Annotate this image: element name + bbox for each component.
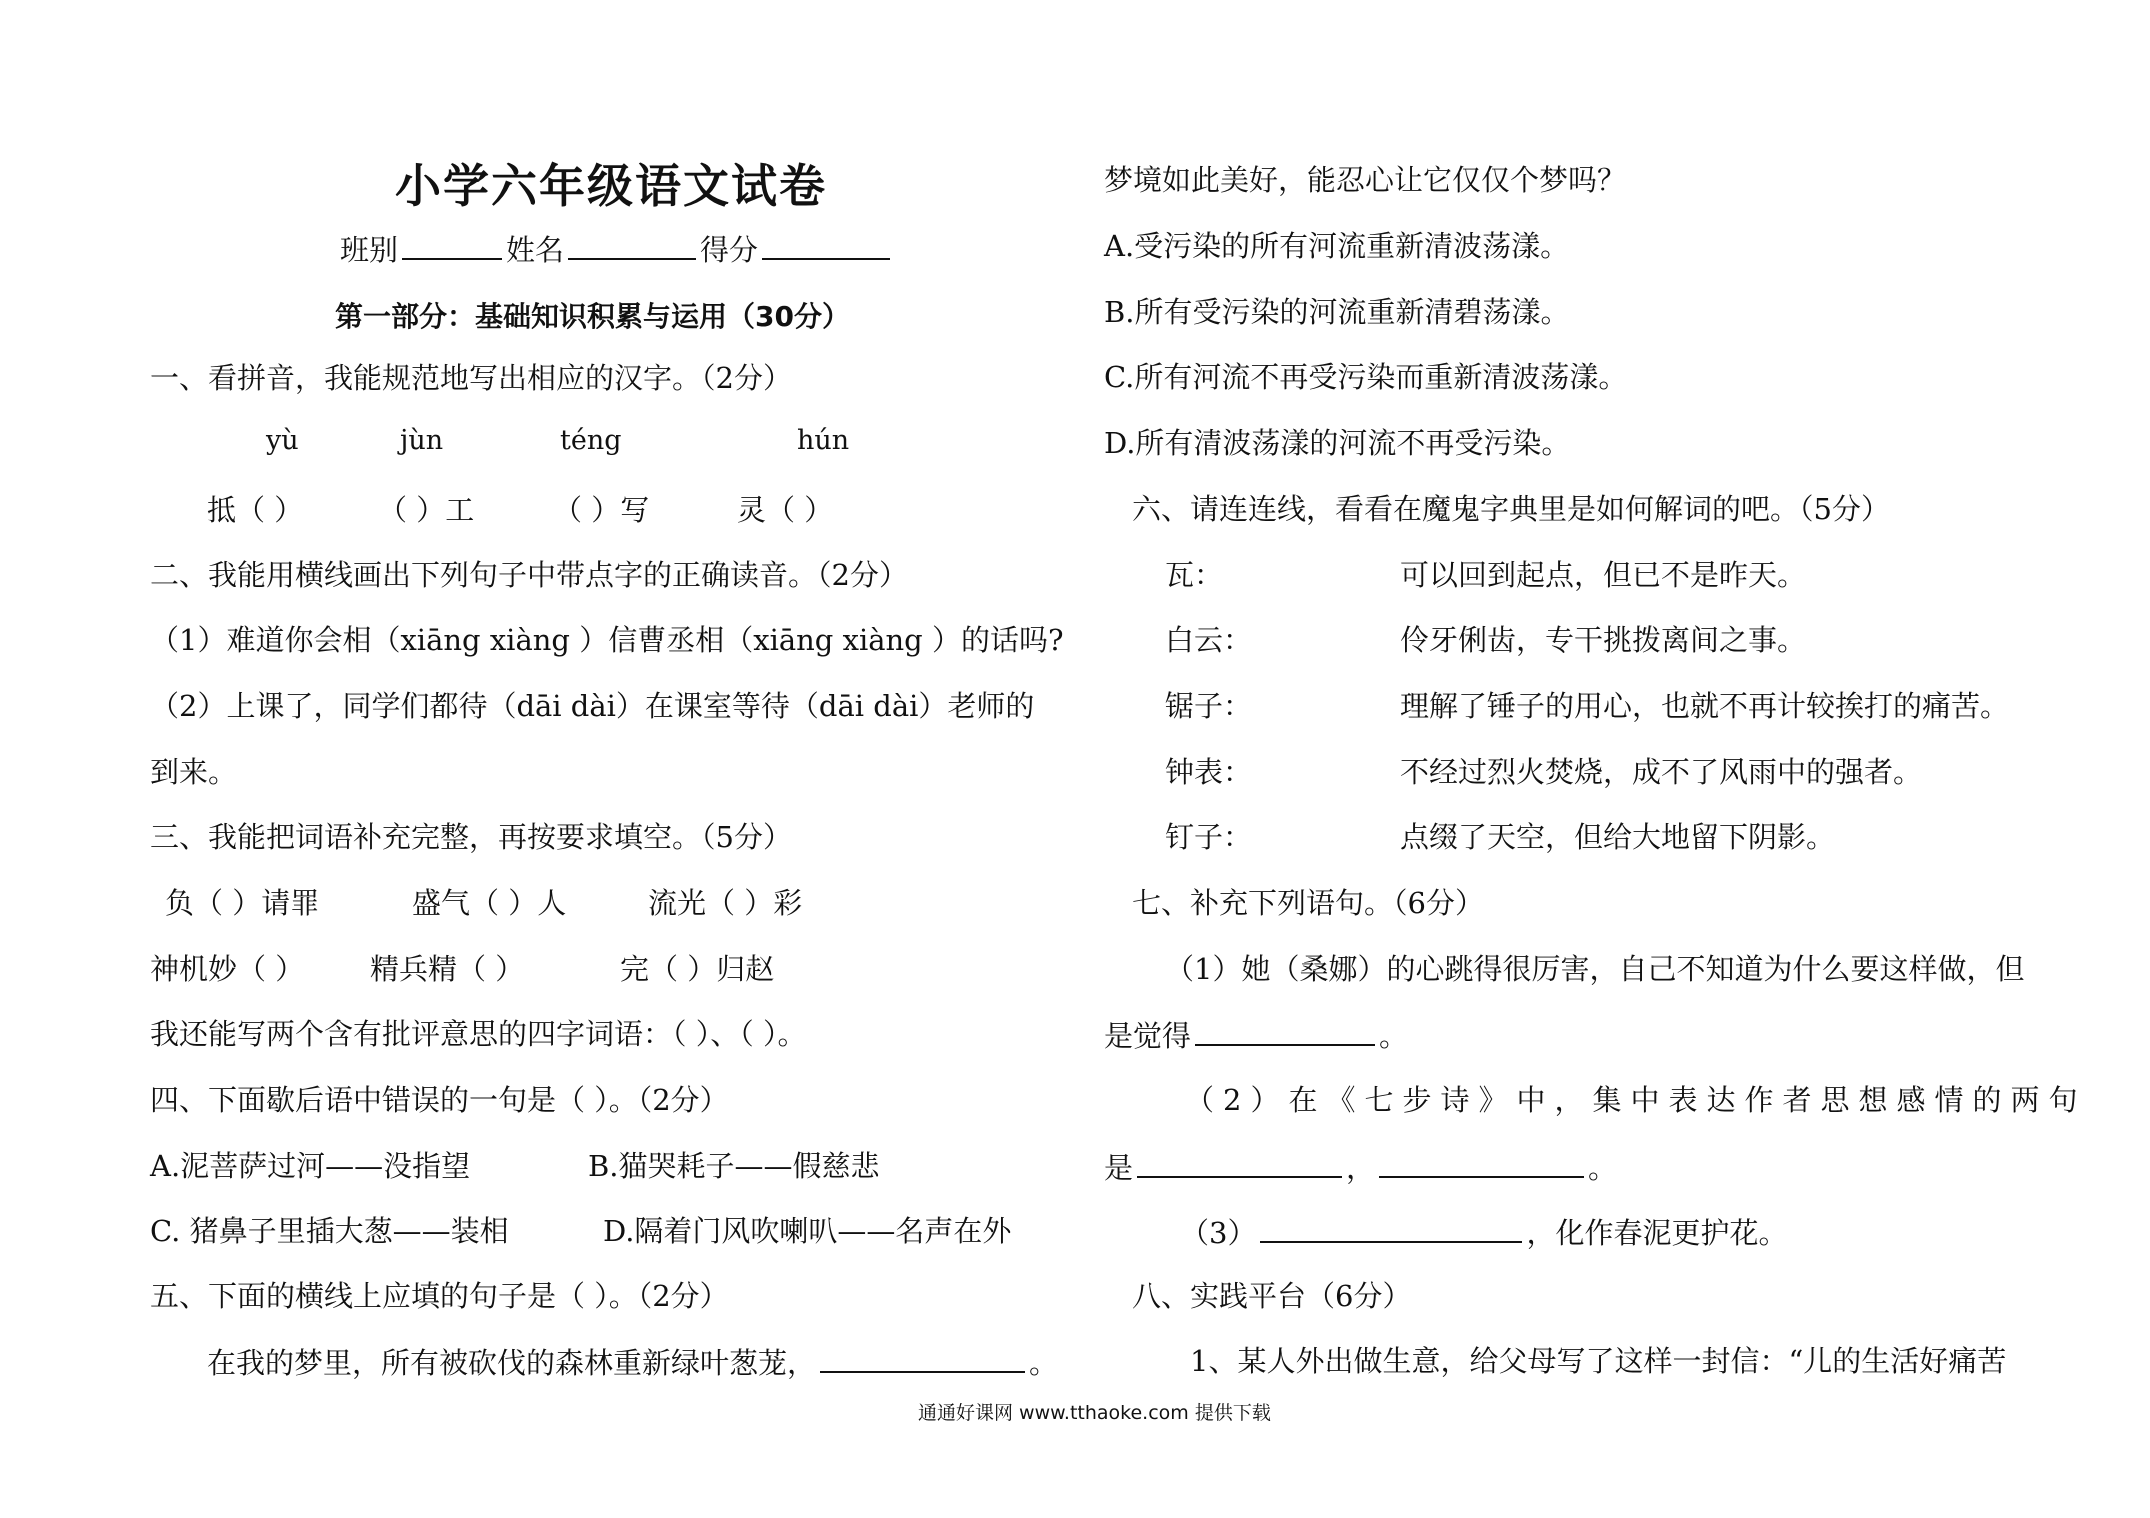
q7-s2-lead: 是 — [1104, 1151, 1134, 1185]
q6-word-5[interactable]: 钉子： — [1165, 820, 1253, 854]
q5-continuation: 梦境如此美好，能忍心让它仅仅个梦吗？ — [1104, 163, 1627, 197]
q6-def-4[interactable]: 不经过烈火焚烧，成不了风雨中的强者。 — [1400, 755, 1923, 789]
score-label: 得分 — [700, 233, 759, 267]
q3-word-4[interactable]: 神机妙（ ） — [150, 952, 305, 986]
q6-word-1[interactable]: 瓦： — [1165, 558, 1224, 592]
q1-blank-1[interactable]: 抵（ ） — [207, 493, 304, 527]
q7-blank-1[interactable] — [1195, 1014, 1375, 1046]
name-label: 姓名 — [506, 233, 565, 267]
q7-s3-lead: （3） — [1180, 1216, 1257, 1250]
student-info-row — [340, 228, 894, 270]
q5-text-body: 在我的梦里，所有被砍伐的森林重新绿叶葱茏， — [207, 1346, 817, 1380]
q7-sentence-2: （2）在《七步诗》中，集中表达作者思想感情的两句 — [1185, 1083, 2087, 1117]
q6-def-5[interactable]: 点缀了天空，但给大地留下阴影。 — [1400, 820, 1836, 854]
q3-word-1[interactable]: 负（ ）请罪 — [165, 886, 320, 920]
page-title: 小学六年级语文试卷 — [395, 159, 827, 213]
q2-sentence-2-end: 到来。 — [150, 755, 238, 789]
q7-s2-comma: ， — [1346, 1151, 1376, 1185]
q7-sentence-1-end — [1104, 1014, 1408, 1056]
q1-pinyin-1: yù — [266, 425, 299, 456]
q6-def-3[interactable]: 理解了锤子的用心，也就不再计较挨打的痛苦。 — [1400, 689, 2010, 723]
q5-option-b: B.所有受污染的河流重新清碧荡漾。 — [1104, 295, 1570, 329]
q1-blank-4[interactable]: 灵（ ） — [737, 493, 834, 527]
q7-s1-lead: 是觉得 — [1104, 1019, 1192, 1053]
q5-text — [207, 1341, 1058, 1383]
q5-period: 。 — [1029, 1346, 1059, 1380]
q7-s3-tail: ，化作春泥更护花。 — [1526, 1216, 1788, 1250]
q8-sentence-1: 1、某人外出做生意，给父母写了这样一封信：“儿的生活好痛苦 — [1190, 1344, 2007, 1378]
q7-sentence-1: （1）她（桑娜）的心跳得很厉害，自己不知道为什么要这样做，但 — [1165, 952, 2025, 986]
q3-word-5[interactable]: 精兵精（ ） — [370, 952, 525, 986]
q4-option-b: B.猫哭耗子——假慈悲 — [588, 1149, 880, 1183]
page-footer: 通通好课网 www.tthaoke.com 提供下载 — [918, 1402, 1271, 1424]
q4-option-a: A.泥菩萨过河——没指望 — [150, 1149, 471, 1183]
q5-prompt: 五、下面的横线上应填的句子是（ ）。（2分） — [150, 1279, 729, 1313]
q5-option-c: C.所有河流不再受污染而重新清波荡漾。 — [1104, 360, 1628, 394]
q6-word-3[interactable]: 锯子： — [1165, 689, 1253, 723]
q3-extra: 我还能写两个含有批评意思的四字词语：（ ）、（ ）。 — [150, 1017, 807, 1051]
q7-blank-3[interactable] — [1379, 1146, 1584, 1178]
q3-word-6[interactable]: 完（ ）归赵 — [620, 952, 775, 986]
q4-prompt: 四、下面歇后语中错误的一句是（ ）。（2分） — [150, 1083, 729, 1117]
q5-option-d: D.所有清波荡漾的河流不再受污染。 — [1104, 426, 1571, 460]
q4-option-d: D.隔着门风吹喇叭——名声在外 — [603, 1214, 1012, 1248]
q1-pinyin-3: téng — [560, 425, 622, 456]
q5-blank[interactable] — [820, 1341, 1025, 1373]
q1-blank-2[interactable]: （ ）工 — [378, 493, 475, 527]
score-blank[interactable] — [762, 228, 890, 260]
part1-heading: 第一部分：基础知识积累与运用（30分） — [335, 300, 850, 333]
q7-blank-4[interactable] — [1260, 1211, 1522, 1243]
name-blank[interactable] — [568, 228, 696, 260]
q1-pinyin-4: hún — [797, 425, 850, 456]
q3-word-3[interactable]: 流光（ ）彩 — [648, 886, 803, 920]
q2-sentence-1: （1）难道你会相（xiāng xiàng ）信曹丞相（xiāng xiàng ）的话吗? — [150, 623, 1064, 657]
q5-option-a: A.受污染的所有河流重新清波荡漾。 — [1104, 229, 1570, 263]
q7-s1-period: 。 — [1379, 1019, 1409, 1053]
q3-prompt: 三、我能把词语补充完整，再按要求填空。（5分） — [150, 820, 792, 854]
q7-prompt: 七、补充下列语句。（6分） — [1132, 886, 1484, 920]
q2-prompt: 二、我能用横线画出下列句子中带点字的正确读音。（2分） — [150, 558, 908, 592]
q3-word-2[interactable]: 盛气（ ）人 — [412, 886, 567, 920]
q7-blank-2[interactable] — [1137, 1146, 1342, 1178]
q6-prompt: 六、请连连线，看看在魔鬼字典里是如何解词的吧。（5分） — [1132, 492, 1890, 526]
q6-def-1[interactable]: 可以回到起点，但已不是昨天。 — [1400, 558, 1807, 592]
q4-option-c: C. 猪鼻子里插大葱——装相 — [150, 1214, 509, 1248]
q7-sentence-3 — [1180, 1211, 1787, 1253]
q7-s2-period: 。 — [1588, 1151, 1618, 1185]
q1-blank-3[interactable]: （ ）写 — [553, 493, 650, 527]
q8-prompt: 八、实践平台（6分） — [1132, 1279, 1412, 1313]
q7-sentence-2-end — [1104, 1146, 1617, 1188]
q6-word-2[interactable]: 白云： — [1165, 623, 1253, 657]
class-blank[interactable] — [402, 228, 502, 260]
q1-pinyin-2: jùn — [400, 425, 444, 456]
q6-def-2[interactable]: 伶牙俐齿，专干挑拨离间之事。 — [1400, 623, 1807, 657]
q6-word-4[interactable]: 钟表： — [1165, 755, 1253, 789]
q1-prompt: 一、看拼音，我能规范地写出相应的汉字。（2分） — [150, 361, 792, 395]
q2-sentence-2: （2）上课了，同学们都待（dāi dài）在课室等待（dāi dài）老师的 — [150, 689, 1035, 723]
class-label: 班别 — [340, 233, 399, 267]
